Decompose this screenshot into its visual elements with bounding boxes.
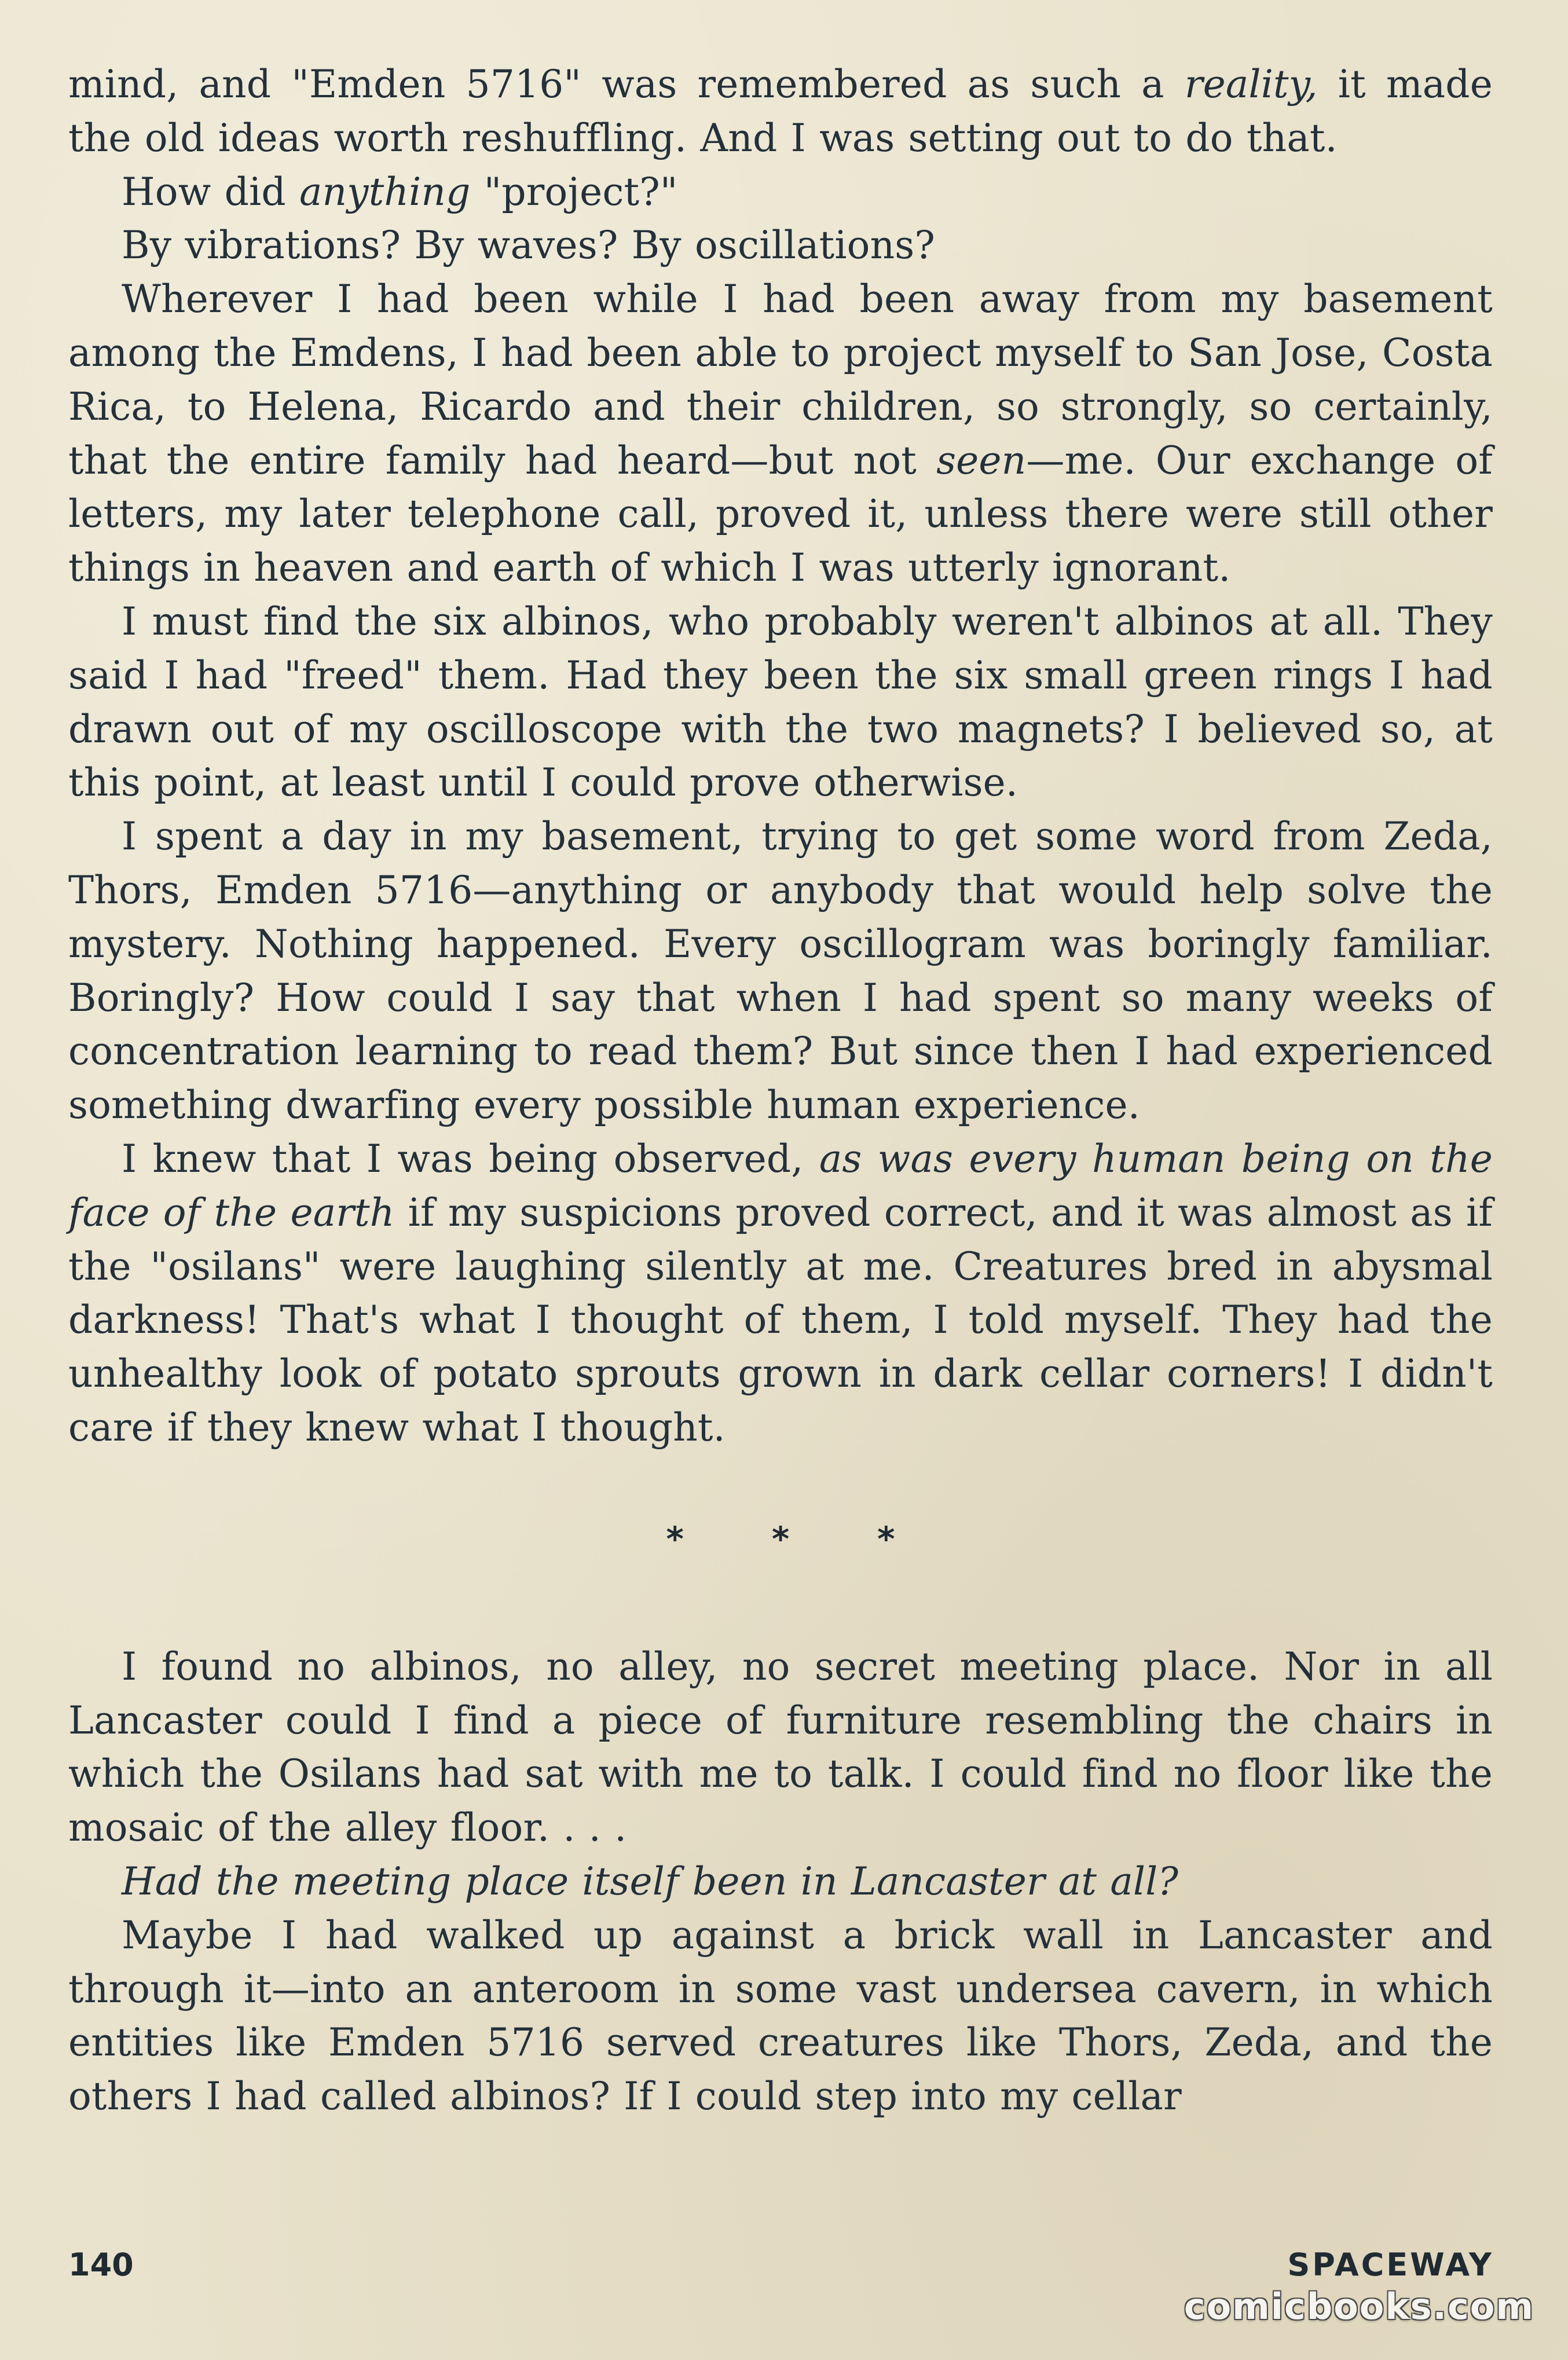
text-run: —me. Our exchange of letters, my later telephone call, proved it, unless there were still other things in heaven and earth of which I was utterly ignorant. <box>68 438 1493 591</box>
text-run: I spent a day in my basement, trying to get some word from Zeda, Thors, Emden 5716—anything or anybody that would help solve the mystery. Nothing happened. Every oscillogram was boringly familiar. Boringly? How could I say that when I had spent so many weeks of concentration learning to read them? But since then I had experienced something dwarfing every possible human experience. <box>68 814 1493 1128</box>
paragraph-10 <box>68 1909 1493 2124</box>
paragraph-2 <box>68 166 1493 219</box>
section-break-asterisk: * <box>666 1519 684 1559</box>
text-run: Wherever I had been while I had been away from my basement among the Emdens, I had been able to project myself to San Jose, Costa Rica, to Helena, Ricardo and their children, so strongly, so certainly, that the entire family had heard—but not <box>68 277 1493 483</box>
text-run: mind, and "Emden 5716" was remembered as such a <box>68 62 1185 107</box>
watermark: comicbooks.com <box>1184 2285 1534 2328</box>
paragraph-1 <box>68 58 1493 166</box>
page-number: 140 <box>68 2247 134 2283</box>
section-break-asterisk: * <box>877 1519 895 1559</box>
text-run: I must find the six albinos, who probably weren't albinos at all. They said I had "freed" them. Had they been the six small green rings I had drawn out of my oscilloscope with the two magnets? I believed so, at this point, at least until I could prove otherwise. <box>68 599 1493 805</box>
paragraph-6 <box>68 810 1493 1133</box>
italic-text-run: Had the meeting place itself been in Lancaster at all? <box>122 1859 1179 1904</box>
text-run: "project?" <box>470 169 678 214</box>
text-run: How did <box>122 169 299 214</box>
section-break <box>68 1455 1493 1640</box>
text-run: By vibrations? By waves? By oscillations? <box>122 223 935 268</box>
magazine-title: SPACEWAY <box>1287 2247 1494 2283</box>
article-page <box>68 58 1493 2304</box>
paragraph-5 <box>68 595 1493 810</box>
paragraph-9 <box>68 1855 1493 1909</box>
section-break-asterisk: * <box>771 1519 790 1559</box>
paragraph-8 <box>68 1640 1493 1855</box>
italic-text-run: seen <box>936 438 1027 483</box>
text-run: if my suspicions proved correct, and it was almost as if the "osilans" were laughing silently at me. Creatures bred in abysmal darkness! That's what I thought of them, I told myself. They had the unhealthy look of potato sprouts grown in dark cellar corners! I didn't care if they knew what I thought. <box>68 1190 1493 1450</box>
text-run: it made the old ideas worth reshuffling. And I was setting out to do that. <box>68 62 1493 160</box>
italic-text-run: reality, <box>1184 62 1318 107</box>
italic-text-run: as was every human being on the face of the earth <box>68 1136 1493 1235</box>
paragraph-4 <box>68 273 1493 595</box>
text-run: I knew that I was being observed, <box>122 1136 819 1181</box>
italic-text-run: anything <box>299 169 471 214</box>
paragraph-7 <box>68 1133 1493 1455</box>
paragraph-3 <box>68 219 1493 273</box>
text-run: Maybe I had walked up against a brick wall in Lancaster and through it—into an anteroom in some vast undersea cavern, in which entities like Emden 5716 served creatures like Thors, Zeda, and the others I had called albinos? If I could step into my cellar <box>68 1912 1493 2119</box>
text-run: I found no albinos, no alley, no secret meeting place. Nor in all Lancaster could I find a piece of furniture resembling the chairs in which the Osilans had sat with me to talk. I could find no floor like the mosaic of the alley floor. . . . <box>68 1644 1493 1850</box>
